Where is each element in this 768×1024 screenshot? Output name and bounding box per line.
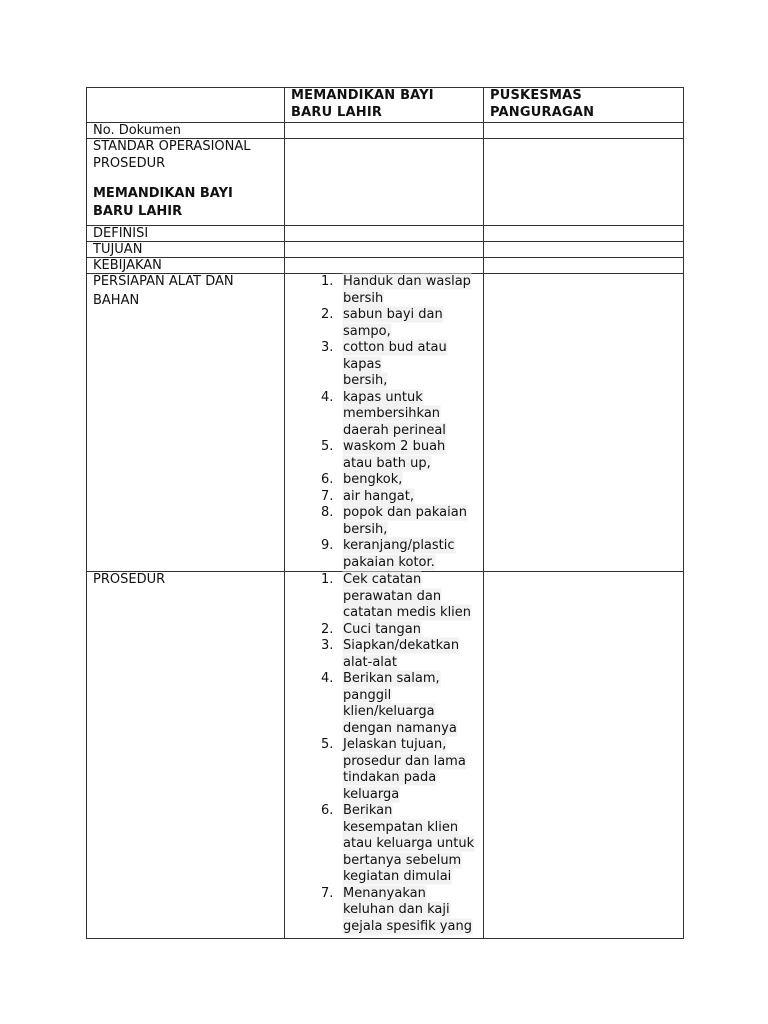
list-item-text: bengkok, [343, 472, 403, 487]
value-prosedur-2 [484, 572, 684, 939]
list-item-number: 3. [321, 340, 334, 355]
list-item-text: bersih [343, 290, 384, 306]
list-item-number: 2. [321, 621, 334, 637]
list-item [321, 505, 477, 538]
header-title-line2: BARU LAHIR [291, 104, 383, 120]
list-item-text: Handuk dan waslap [343, 274, 471, 289]
list-item [321, 439, 477, 472]
row-no-dokumen [87, 123, 684, 139]
label-prosedur: PROSEDUR [87, 572, 285, 939]
list-item-text: dengan namanya [343, 720, 457, 736]
label-kebijakan: KEBIJAKAN [87, 258, 285, 274]
value-no-dokumen [285, 123, 484, 139]
list-item-number: 8. [321, 505, 334, 520]
list-item-number: 6. [321, 803, 334, 818]
sop-label-line2: PROSEDUR [93, 155, 166, 171]
list-item-text: keluarga [343, 786, 400, 802]
list-item-text: kapas [343, 356, 382, 372]
list-item-text: bersih, [343, 373, 388, 388]
list-item-number: 3. [321, 638, 334, 653]
header-title-line1: MEMANDIKAN BAYI [291, 88, 434, 103]
list-item [321, 572, 477, 622]
list-item [321, 621, 477, 639]
list-item-text: popok dan pakaian [343, 505, 467, 520]
list-item-text: kegiatan dimulai [343, 869, 452, 884]
list-item-text: Cuci tangan [343, 621, 421, 637]
list-item [321, 538, 477, 571]
list-item [321, 803, 477, 886]
list-item-number: 6. [321, 472, 334, 487]
list-item [321, 671, 477, 737]
list-item-text: daerah perineal [343, 422, 446, 438]
list-item-number: 1. [321, 572, 334, 587]
list-item [321, 472, 477, 489]
value-kebijakan-2 [484, 258, 684, 274]
list-item-number: 5. [321, 737, 334, 752]
header-cell-institution [484, 88, 684, 123]
persiapan-label-line2: BAHAN [93, 292, 140, 308]
list-item-text: Menanyakan [343, 885, 426, 901]
list-item-text: Cek catatan [343, 572, 422, 587]
header-cell-title [285, 88, 484, 123]
list-item-text: alat-alat [343, 654, 397, 670]
list-item-text: atau bath up, [343, 455, 431, 471]
value-kebijakan [285, 258, 484, 274]
value-no-dokumen-2 [484, 123, 684, 139]
header-institution-line2: PANGURAGAN [490, 104, 595, 120]
row-persiapan-alat [87, 274, 684, 572]
list-item-number: 7. [321, 885, 334, 901]
value-sop [285, 139, 484, 226]
list-item-text: tindakan pada [343, 770, 437, 785]
value-definisi-2 [484, 226, 684, 242]
sop-title-line1: MEMANDIKAN BAYI [93, 186, 233, 201]
sop-table [86, 87, 684, 939]
sop-label-line1: STANDAR OPERASIONAL [93, 139, 251, 154]
list-item-text: sabun bayi dan [343, 307, 443, 322]
list-item-text: waskom 2 buah [343, 439, 446, 454]
list-item-number: 4. [321, 671, 334, 686]
label-sop [87, 139, 285, 226]
list-item-text: air hangat, [343, 488, 414, 504]
value-tujuan-2 [484, 242, 684, 258]
list-item-number: 5. [321, 439, 334, 454]
list-item-text: prosedur dan lama [343, 753, 466, 769]
list-item-text: kesempatan klien [343, 819, 459, 835]
row-kebijakan [87, 258, 684, 274]
list-item-text: sampo, [343, 323, 391, 339]
list-item-text: Jelaskan tujuan, [343, 737, 447, 752]
list-item [321, 340, 477, 390]
list-item [321, 488, 477, 506]
list-item [321, 885, 477, 936]
row-definisi [87, 226, 684, 242]
list-item [321, 307, 477, 340]
list-item [321, 638, 477, 671]
value-persiapan-alat [285, 274, 484, 572]
header-cell-empty [87, 88, 285, 123]
list-item-text: pakaian kotor. [343, 554, 435, 570]
list-item-text: perawatan dan [343, 588, 442, 604]
header-institution-line1: PUSKESMAS [490, 88, 582, 103]
list-item-text: panggil [343, 687, 392, 703]
list-item-number: 4. [321, 389, 334, 405]
list-item-text: keluhan dan kaji [343, 902, 450, 917]
label-persiapan-alat [87, 274, 285, 572]
list-item [321, 389, 477, 440]
list-item-text: keranjang/plastic [343, 538, 455, 553]
list-item-text: membersihkan [343, 406, 441, 421]
list-item-text: atau keluarga untuk [343, 836, 475, 851]
value-tujuan [285, 242, 484, 258]
list-item-text: klien/keluarga [343, 704, 435, 719]
list-item [321, 737, 477, 803]
list-item-number: 7. [321, 488, 334, 504]
list-item-text: Siapkan/dekatkan [343, 638, 460, 653]
list-item-number: 9. [321, 538, 334, 553]
list-item-text: Berikan salam, [343, 671, 440, 686]
list-item-text: kapas untuk [343, 389, 423, 405]
list-item-text: cotton bud atau [343, 340, 447, 355]
header-row [87, 88, 684, 123]
label-definisi: DEFINISI [87, 226, 285, 242]
sop-title-line2: BARU LAHIR [93, 204, 183, 219]
row-sop [87, 139, 684, 226]
list-item-number: 1. [321, 274, 334, 289]
list-item-number: 2. [321, 307, 334, 322]
label-no-dokumen: No. Dokumen [87, 123, 285, 139]
list-item-text: bertanya sebelum [343, 852, 462, 868]
row-prosedur [87, 572, 684, 939]
list-item-text: catatan medis klien [343, 605, 472, 620]
alat-bahan-list [291, 274, 477, 571]
list-item-text: bersih, [343, 521, 388, 537]
list-item-text: gejala spesifik yang [343, 918, 472, 934]
prosedur-list [291, 572, 477, 935]
value-persiapan-alat-2 [484, 274, 684, 572]
persiapan-label-line1: PERSIAPAN ALAT DAN [93, 274, 234, 289]
list-item-text: Berikan [343, 803, 393, 818]
label-tujuan: TUJUAN [87, 242, 285, 258]
value-sop-2 [484, 139, 684, 226]
list-item [321, 274, 477, 307]
value-prosedur [285, 572, 484, 939]
value-definisi [285, 226, 484, 242]
row-tujuan [87, 242, 684, 258]
